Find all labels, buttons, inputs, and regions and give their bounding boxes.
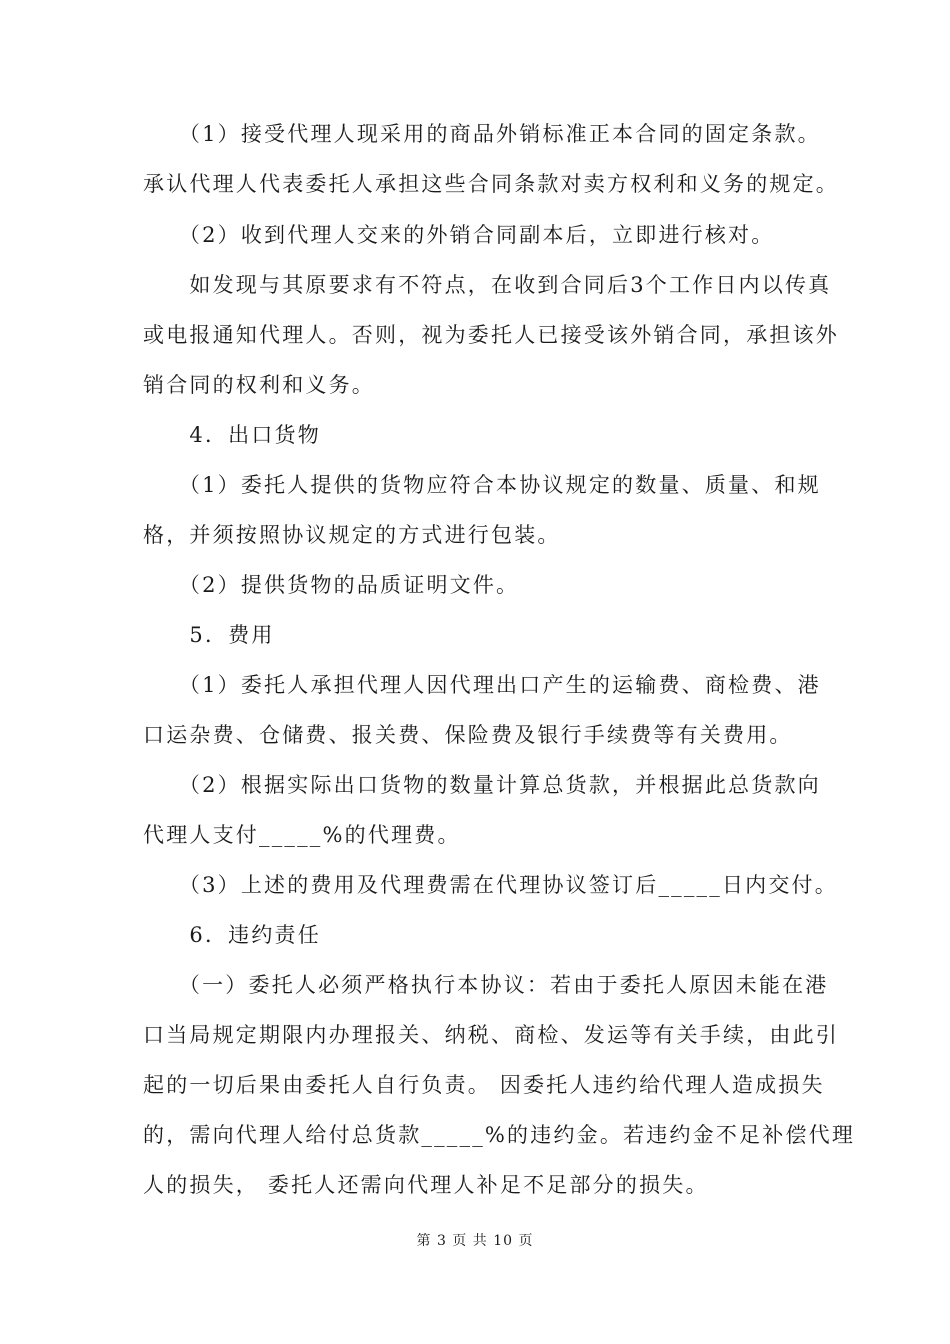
section-heading: 6．违约责任 [143,923,321,947]
text-line: （一）委托人必须严格执行本协议：若由于委托人原因未能在港 [143,973,829,997]
text-line: 销合同的权利和义务。 [143,373,375,397]
page-number-footer: 第 3 页 共 10 页 [416,1233,534,1249]
text-line: 如发现与其原要求有不符点，在收到合同后3个工作日内以传真 [143,273,832,297]
section-heading: 4．出口货物 [143,423,321,447]
text-line: 格，并须按照协议规定的方式进行包装。 [143,523,561,547]
text-line: （1）委托人承担代理人因代理出口产生的运输费、商检费、港 [143,673,821,697]
text-line: （1）委托人提供的货物应符合本协议规定的数量、质量、和规 [143,473,821,497]
text-line: 口运杂费、仓储费、报关费、保险费及银行手续费等有关费用。 [143,723,793,747]
text-line: 的，需向代理人给付总货款_____%的违约金。若违约金不足补偿代理 [143,1123,856,1147]
text-line: （1）接受代理人现采用的商品外销标准正本合同的固定条款。 [143,122,821,146]
section-heading: 5．费用 [143,623,275,647]
text-line: 承认代理人代表委托人承担这些合同条款对卖方权利和义务的规定。 [143,172,839,196]
text-line: 代理人支付_____%的代理费。 [143,823,461,847]
text-line: （2）提供货物的品质证明文件。 [143,573,520,597]
text-line: 或电报通知代理人。否则，视为委托人已接受该外销合同，承担该外 [143,323,839,347]
text-line: （2）收到代理人交来的外销合同副本后，立即进行核对。 [143,223,775,247]
text-line: 口当局规定期限内办理报关、纳税、商检、发运等有关手续，由此引 [143,1023,839,1047]
text-line: 起的一切后果由委托人自行负责。 因委托人违约给代理人造成损失 [143,1073,825,1097]
text-line: 人的损失， 委托人还需向代理人补足不足部分的损失。 [143,1173,709,1197]
text-line: （3）上述的费用及代理费需在代理协议签订后_____日内交付。 [143,873,838,897]
text-line: （2）根据实际出口货物的数量计算总货款，并根据此总货款向 [143,773,821,797]
